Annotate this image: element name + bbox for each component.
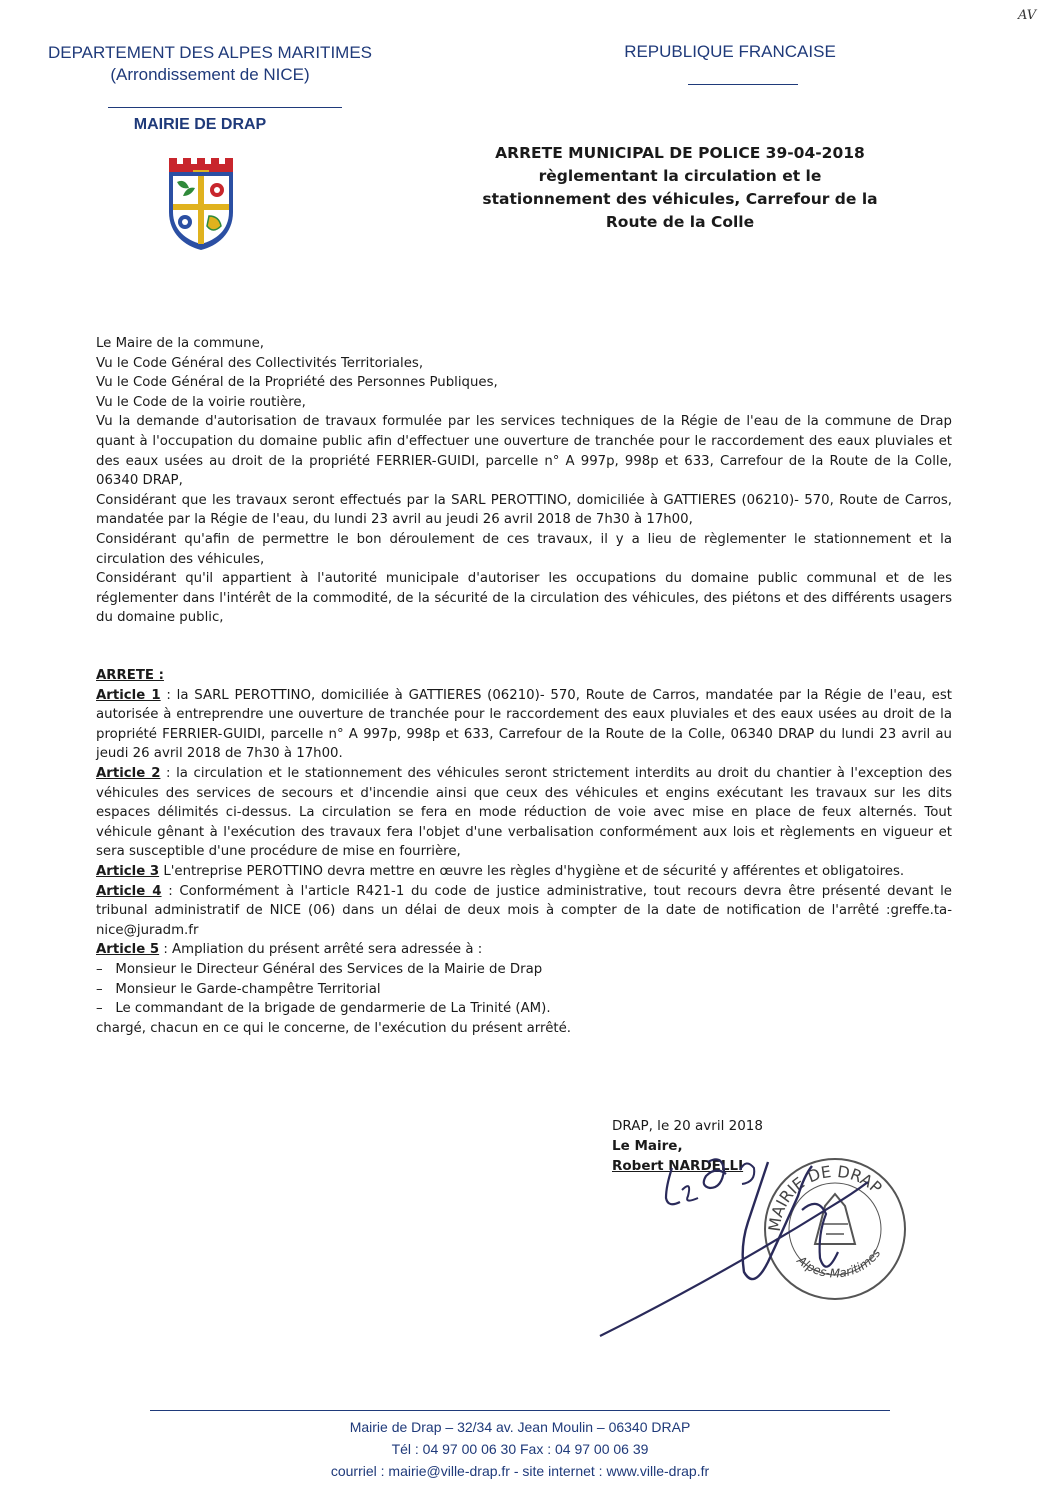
decree-subject-line: stationnement des véhicules, Carrefour de la: [482, 190, 878, 208]
department-name: DEPARTEMENT DES ALPES MARITIMES: [47, 43, 373, 62]
article-separator: :: [161, 883, 180, 899]
signer-role: Le Maire,: [612, 1138, 683, 1154]
article-5: [96, 940, 952, 960]
article-text: la circulation et le stationnement des véhicules seront strictement interdits au droit du chantier à l'exception des véhicules des services de secours et d'incendie ainsi que ceux des véhicules et engins exécutant les travaux sur les dits espaces délimités ci-dessus. La circulation se fera en mode réduction de voie avec mise en place de feux alternés. Tout véhicule gênant à l'exécution des travaux fera l'objet d'une verbalisation conformément aux lois et règlements en vigueur et sera susceptible d'une procédure de mise en fourrière,: [96, 765, 952, 860]
decree-body: [96, 666, 952, 1038]
decree-subject-line: Route de la Colle: [605, 213, 755, 231]
handwritten-signature: [590, 1150, 890, 1340]
article-2: [96, 764, 952, 862]
department-header: [40, 42, 380, 86]
article-label: Article 5: [96, 942, 160, 958]
recipient-item: – Monsieur le Directeur Général des Services de la Mairie de Drap: [96, 961, 543, 977]
footer-address: Mairie de Drap – 32/34 av. Jean Moulin – 06340 DRAP: [349, 1419, 691, 1435]
article-label: Article 3: [96, 863, 160, 879]
preamble-paragraph: Considérant qu'il appartient à l'autorité municipale d'autoriser les occupations du domaine public communal et de les réglementer dans l'intérêt de la commodité, de la sécurité de la circulation des véhicules, des piétons et des différents usagers du domaine public,: [96, 571, 952, 626]
article-label: Article 2: [96, 765, 161, 781]
republic-header: REPUBLIQUE FRANCAISE: [624, 42, 836, 61]
article-3: [96, 862, 952, 882]
header-divider-left: [108, 107, 342, 108]
decree-title: [440, 142, 920, 234]
arrete-label: ARRETE :: [96, 668, 164, 683]
footer: [150, 1416, 890, 1482]
recipient-text: Monsieur le Directeur Général des Services de la Mairie de Drap: [115, 961, 543, 977]
article-label: Article 1: [96, 687, 161, 703]
decree-number: ARRETE MUNICIPAL DE POLICE 39-04-2018: [495, 144, 865, 162]
preamble-line: Vu le Code de la voirie routière,: [96, 394, 306, 410]
footer-divider: [150, 1410, 890, 1411]
preamble-line: Vu le Code Général des Collectivités Territoriales,: [96, 355, 424, 371]
place-date: DRAP, le 20 avril 2018: [612, 1118, 763, 1134]
mairie-label: MAIRIE DE DRAP: [133, 116, 267, 133]
closing-line: chargé, chacun en ce qui le concerne, de l'exécution du présent arrêté.: [96, 1020, 572, 1036]
arrete-heading: [96, 666, 952, 686]
coat-of-arms-icon: [163, 152, 239, 252]
recipient-item: – Le commandant de la brigade de gendarmerie de La Trinité (AM).: [96, 1001, 551, 1017]
recipient-text: Monsieur le Garde-champêtre Territorial: [115, 981, 381, 997]
corner-annotation: AV: [1018, 8, 1037, 23]
preamble: [96, 334, 952, 628]
svg-text:MAIRIE DE DRAP: MAIRIE DE DRAP: [764, 1161, 886, 1233]
article-text: Ampliation du présent arrêté sera adressée à :: [172, 942, 483, 958]
footer-phone: Tél : 04 97 00 06 30 Fax : 04 97 00 06 39: [391, 1441, 649, 1457]
recipient-item: – Monsieur le Garde-champêtre Territorial: [96, 981, 381, 997]
article-text: Conformément à l'article R421-1 du code de justice administrative, tout recours devra être présenté devant le tribunal administratif de NICE (06) dans un délai de deux mois à compter de la date de notification de l'arrêté :greffe.ta-nice@juradm.fr: [96, 883, 952, 938]
preamble-line: Le Maire de la commune,: [96, 336, 265, 351]
arrondissement: (Arrondissement de NICE): [110, 65, 310, 84]
signer-name: Robert NARDELLI: [612, 1158, 744, 1174]
header-divider-right: [688, 84, 798, 85]
article-separator: :: [159, 942, 173, 958]
article-4: [96, 882, 952, 941]
svg-text:Alpes-Maritimes: Alpes-Maritimes: [794, 1246, 884, 1281]
article-text: L'entreprise PEROTTINO devra mettre en œuvre les règles d'hygiène et de sécurité y afférentes et obligatoires.: [163, 863, 905, 879]
preamble-paragraph: Considérant que les travaux seront effectués par la SARL PEROTTINO, domiciliée à GATTIERES (06210)- 570, Route de Carros, mandatée par la Régie de l'eau, du lundi 23 avril au jeudi 26 avril 2018 de 7h30 à 17h00,: [96, 492, 952, 528]
preamble-paragraph: Considérant qu'afin de permettre le bon déroulement de ces travaux, il y a lieu de règlementer le stationnement et la circulation des véhicules,: [96, 531, 952, 567]
article-text: la SARL PEROTTINO, domiciliée à GATTIERES (06210)- 570, Route de Carros, mandatée par la Régie de l'eau, est autorisée à entreprendre une ouverture de tranchée pour le raccordement des eaux pluviales et des eaux usées au droit de la propriété FERRIER-GUIDI, parcelle n° A 997p, 998p et 633, Carrefour de la Route de la Colle, 06340 DRAP du lundi 23 avril au jeudi 26 avril 2018 de 7h30 à 17h00.: [96, 687, 952, 762]
preamble-paragraph: Vu la demande d'autorisation de travaux formulée par les services techniques de la Régie de l'eau de la commune de Drap quant à l'occupation du domaine public afin d'effectuer une ouverture de tranchée pour le raccordement des eaux pluviales et des eaux usées au droit de la propriété FERRIER-GUIDI, parcelle n° A 997p, 998p et 633, Carrefour de la Route de la Colle, 06340 DRAP,: [96, 414, 952, 489]
article-separator: :: [160, 765, 177, 781]
recipient-text: Le commandant de la brigade de gendarmerie de La Trinité (AM).: [115, 1001, 551, 1017]
preamble-line: Vu le Code Général de la Propriété des Personnes Publiques,: [96, 375, 498, 391]
decree-subject-line: règlementant la circulation et le: [538, 167, 822, 185]
article-separator: :: [160, 687, 177, 703]
article-1: [96, 686, 952, 764]
footer-contact: courriel : mairie@ville-drap.fr - site internet : www.ville-drap.fr: [330, 1463, 710, 1479]
article-label: Article 4: [96, 883, 162, 899]
